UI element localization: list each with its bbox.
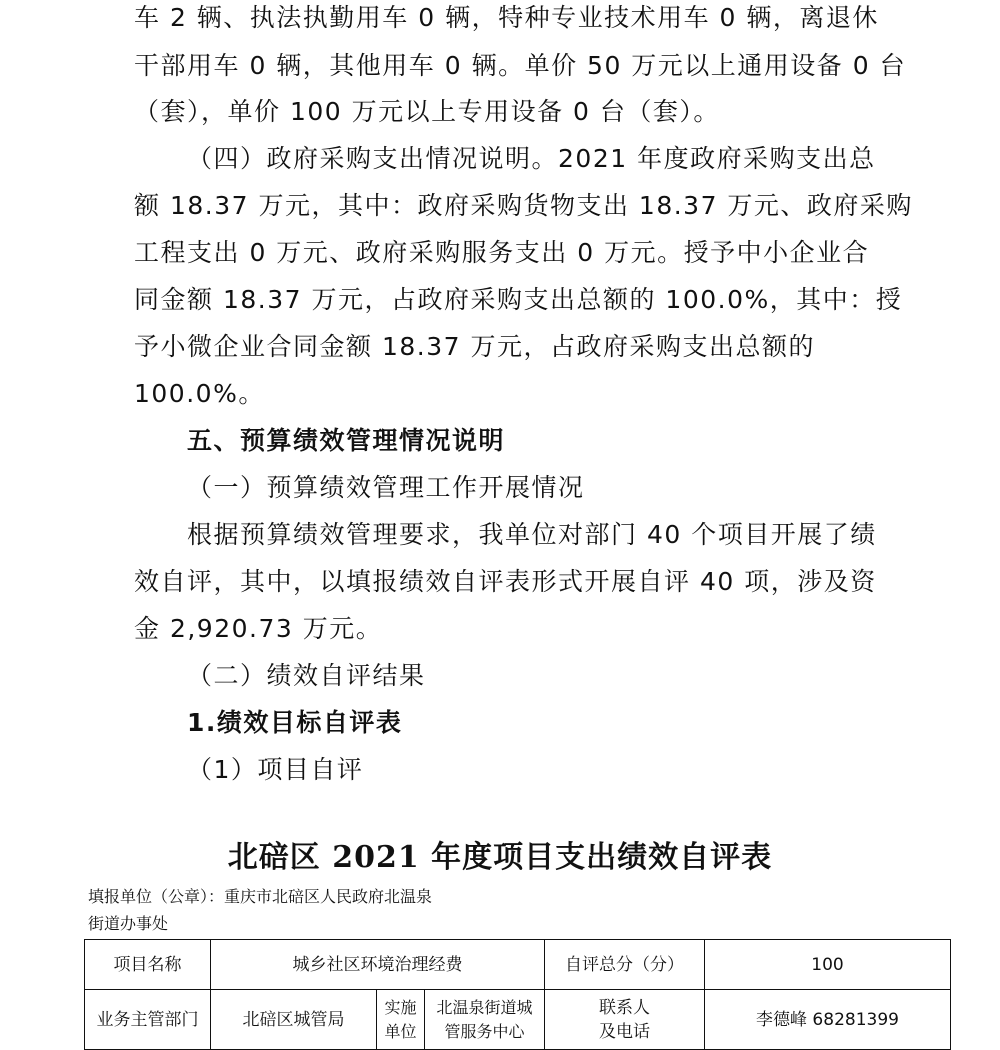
paragraph-line: 同金额 18.37 万元，占政府采购支出总额的 100.0%，其中：授 [134,285,903,314]
table-row [85,940,951,990]
subsection-heading: （一）预算绩效管理工作开展情况 [187,473,585,502]
paragraph-line: （四）政府采购支出情况说明。2021 年度政府采购支出总 [187,144,876,173]
paragraph-line: （套），单价 100 万元以上专用设备 0 台（套）。 [134,97,720,126]
subsection-heading: 1.绩效目标自评表 [187,708,403,737]
implementing-unit-value-line2: 管服务中心 [444,1021,525,1041]
paragraph-line: 额 18.37 万元，其中：政府采购货物支出 18.37 万元、政府采购 [134,191,913,220]
implementing-unit-label-line2: 单位 [384,1021,417,1041]
score-label: 自评总分（分） [545,940,705,990]
department-label: 业务主管部门 [85,990,211,1050]
paragraph-line: 100.0%。 [134,379,265,408]
paragraph-line: 根据预算绩效管理要求，我单位对部门 40 个项目开展了绩 [187,520,877,549]
subsection-heading: （1）项目自评 [187,755,364,784]
paragraph-line: 干部用车 0 辆，其他用车 0 辆。单价 50 万元以上通用设备 0 台 [134,51,907,80]
reporting-unit-label: 填报单位（公章）：重庆市北碚区人民政府北温泉 [88,887,433,906]
implementing-unit-value-line1: 北温泉街道城 [436,997,533,1017]
paragraph-line: 金 2,920.73 万元。 [134,614,383,643]
paragraph-line: 工程支出 0 万元、政府采购服务支出 0 万元。授予中小企业合 [134,238,870,267]
paragraph-line: 予小微企业合同金额 18.37 万元，占政府采购支出总额的 [134,332,815,361]
project-name-label: 项目名称 [85,940,211,990]
reporting-unit-label-continued: 街道办事处 [88,914,169,933]
contact-label [545,990,705,1050]
contact-value: 李德峰 68281399 [705,990,951,1050]
section-heading: 五、预算绩效管理情况说明 [187,426,506,455]
department-value: 北碚区城管局 [211,990,377,1050]
contact-label-line2: 及电话 [599,1021,650,1042]
paragraph-line: 效自评，其中，以填报绩效自评表形式开展自评 40 项，涉及资 [134,567,877,596]
score-value: 100 [705,940,951,990]
subsection-heading: （二）绩效自评结果 [187,661,426,690]
self-evaluation-table [84,939,951,1050]
implementing-unit-label [377,990,425,1050]
table-title: 北碚区 2021 年度项目支出绩效自评表 [227,840,773,875]
implementing-unit-value [425,990,545,1050]
paragraph-line: 车 2 辆、执法执勤用车 0 辆，特种专业技术用车 0 辆，离退休 [134,3,879,32]
table-row [85,990,951,1050]
implementing-unit-label-line1: 实施 [384,997,417,1017]
contact-label-line1: 联系人 [599,997,650,1018]
project-name-value: 城乡社区环境治理经费 [211,940,545,990]
